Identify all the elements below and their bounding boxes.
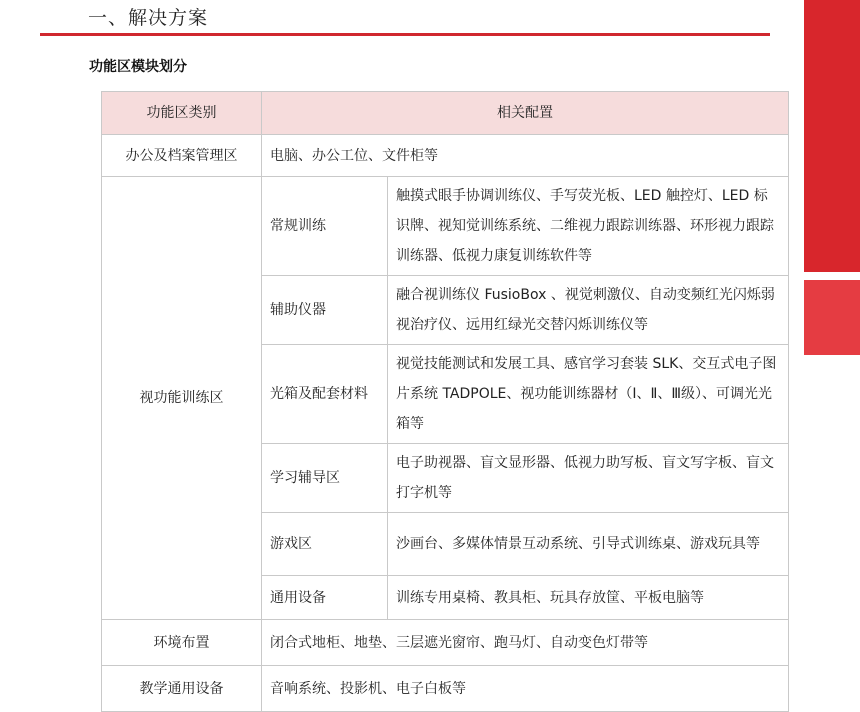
subcategory-cell: 光箱及配套材料 [262, 345, 388, 444]
category-cell: 办公及档案管理区 [102, 135, 262, 177]
side-tab-marker [804, 280, 860, 355]
table-row [102, 135, 789, 177]
subcategory-cell: 游戏区 [262, 513, 388, 576]
items-cell: 电子助视器、盲文显形器、低视力助写板、盲文写字板、盲文打字机等 [388, 444, 789, 513]
side-decoration-bar [804, 0, 860, 272]
subcategory-cell: 通用设备 [262, 576, 388, 620]
items-cell: 电脑、办公工位、文件柜等 [262, 135, 789, 177]
items-cell: 视觉技能测试和发展工具、感官学习套装 SLK、交互式电子图片系统 TADPOLE、视功能训练器材（Ⅰ、Ⅱ、Ⅲ级）、可调光光箱等 [388, 345, 789, 444]
header-category: 功能区类别 [102, 92, 262, 135]
table-subtitle: 功能区模块划分 [89, 59, 187, 75]
items-cell: 融合视训练仪 FusioBox 、视觉刺激仪、自动变频红光闪烁弱视治疗仪、远用红绿光交替闪烁训练仪等 [388, 276, 789, 345]
table-row [102, 666, 789, 712]
subcategory-cell: 学习辅导区 [262, 444, 388, 513]
items-cell: 沙画台、多媒体情景互动系统、引导式训练桌、游戏玩具等 [388, 513, 789, 576]
function-area-table [101, 91, 789, 712]
category-cell: 视功能训练区 [102, 177, 262, 620]
header-config: 相关配置 [262, 92, 789, 135]
title-divider [40, 33, 770, 36]
items-cell: 训练专用桌椅、教具柜、玩具存放筐、平板电脑等 [388, 576, 789, 620]
items-cell: 闭合式地柜、地垫、三层遮光窗帘、跑马灯、自动变色灯带等 [262, 620, 789, 666]
table-row [102, 177, 789, 276]
items-cell: 触摸式眼手协调训练仪、手写荧光板、LED 触控灯、LED 标识牌、视知觉训练系统、二维视力跟踪训练器、环形视力跟踪训练器、低视力康复训练软件等 [388, 177, 789, 276]
category-cell: 环境布置 [102, 620, 262, 666]
table-header-row [102, 92, 789, 135]
section-title: 一、解决方案 [88, 7, 209, 29]
subcategory-cell: 常规训练 [262, 177, 388, 276]
subcategory-cell: 辅助仪器 [262, 276, 388, 345]
category-cell: 教学通用设备 [102, 666, 262, 712]
table-row [102, 620, 789, 666]
items-cell: 音响系统、投影机、电子白板等 [262, 666, 789, 712]
